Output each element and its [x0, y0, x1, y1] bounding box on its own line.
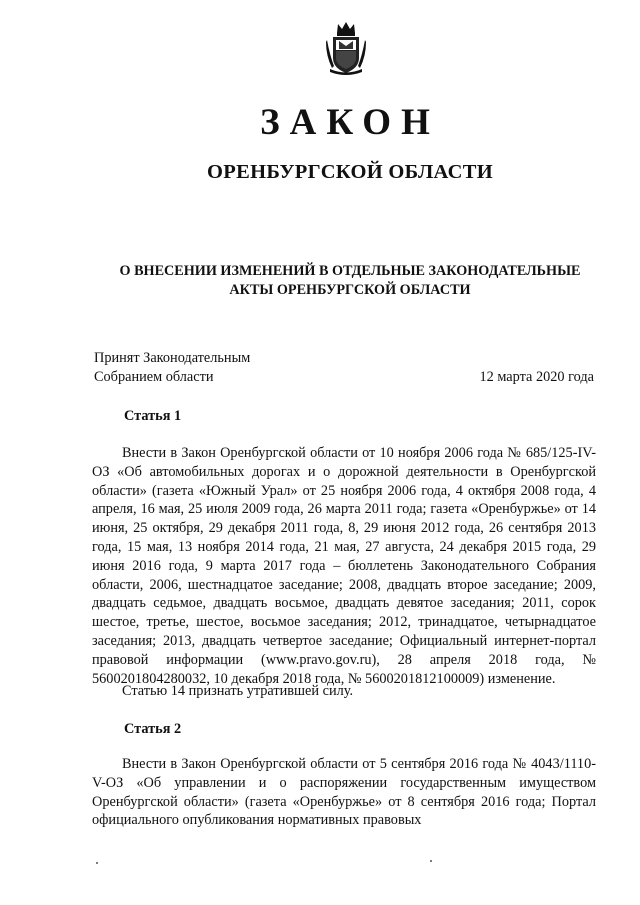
law-subject — [60, 262, 640, 300]
adoption-line: Принят Законодательным — [94, 350, 251, 366]
adoption-date: 12 марта 2020 года — [479, 369, 594, 385]
scan-speck — [430, 860, 432, 862]
law-title: ЗАКОН — [260, 102, 440, 143]
oblast-coat-of-arms-icon — [324, 20, 368, 76]
adoption-line: Собранием области — [94, 369, 214, 385]
article-2-heading: Статья 2 — [124, 721, 182, 737]
law-subject-line: О ВНЕСЕНИИ ИЗМЕНЕНИЙ В ОТДЕЛЬНЫЕ ЗАКОНОДАТЕЛЬНЫЕ — [119, 263, 581, 279]
article-1-heading: Статья 1 — [124, 408, 182, 424]
article-2-paragraph: Внести в Закон Оренбургской области от 5 сентября 2016 года № 4043/1110-V-ОЗ «Об управлении и о распоряжении государственным имуществом Оренбургской области» (газета «Оренбуржье» от 8 сентября 2016 года; Портал официального опубликования нормативных правовых — [92, 756, 596, 829]
region-title: ОРЕНБУРГСКОЙ ОБЛАСТИ — [207, 161, 493, 183]
law-subject-line: АКТЫ ОРЕНБУРГСКОЙ ОБЛАСТИ — [229, 282, 471, 298]
scan-speck — [96, 862, 98, 864]
adoption-statement — [94, 349, 314, 387]
article-1-paragraph: Статью 14 признать утратившей силу. — [122, 683, 354, 699]
article-1-paragraph: Внести в Закон Оренбургской области от 10 ноября 2006 года № 685/125-IV-ОЗ «Об автомобильных дорогах и о дорожной деятельности в Оренбургской области» (газета «Южный Урал» от 25 ноября 2006 года, 4 октября 2008 года, 4 апреля, 16 мая, 25 июля 2009 года, 26 марта 2011 года; газета «Оренбуржье» от 14 июня, 25 октября, 29 декабря 2011 года, 8, 29 июня 2012 года, 26 сентября 2013 года, 15 мая, 13 ноября 2014 года, 21 мая, 27 августа, 24 декабря 2015 года, 29 июня 2016 года, 9 марта 2017 года – бюллетень Законодательного Собрания области, 2006, шестнадцатое заседание; 2008, двадцать второе заседание; 2009, двадцать седьмое, двадцать восьмое, двадцать девятое заседания; 2011, сорок шестое, третье, шестое, восьмое заседания; 2012, тринадцатое, четырнадцатое заседания; 2013, двадцать четвертое заседание; Официальный интернет-портал правовой информации (www.pravo.gov.ru), 28 апреля 2018 года, № 5600201804280032, 10 декабря 2018 года, № 5600201812100009) изменение. — [92, 445, 596, 687]
